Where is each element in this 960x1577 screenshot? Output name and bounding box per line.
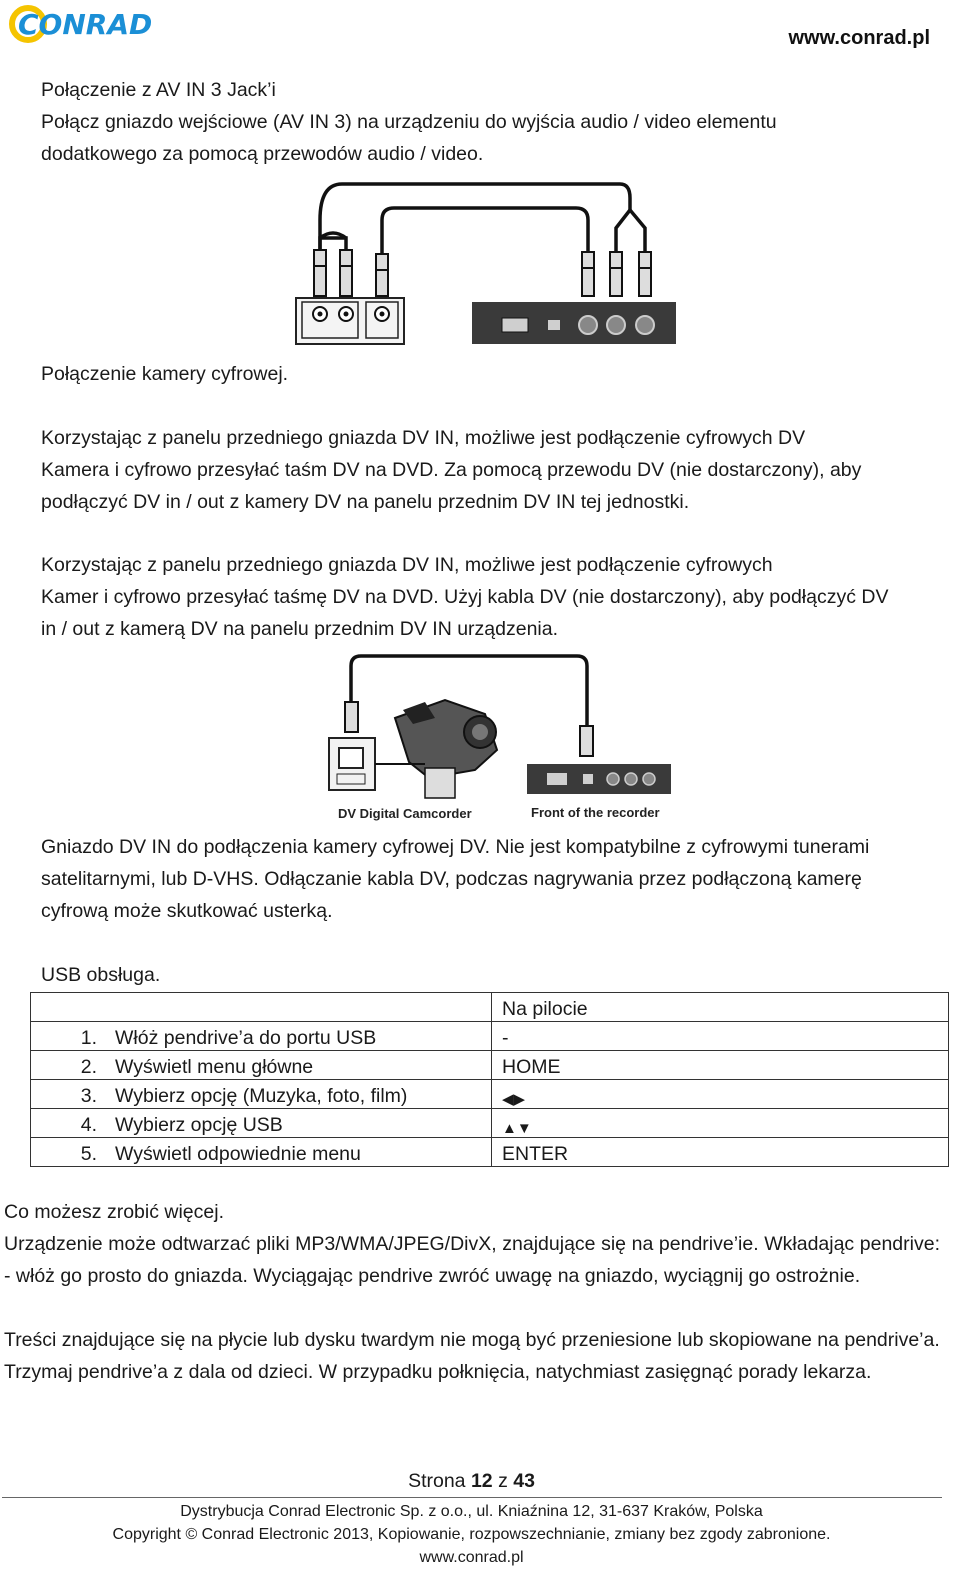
site-url: www.conrad.pl <box>788 27 930 49</box>
av-connection-diagram <box>290 180 685 350</box>
step-number: 1. <box>80 1027 97 1049</box>
av-output-panel <box>296 298 404 344</box>
section1-line2: dodatkowego za pomocą przewodów audio / video. <box>41 143 484 165</box>
section2-para1-line1: Korzystając z panelu przedniego gniazda DV IN, możliwe jest podłączenie cyfrowych DV <box>41 427 806 449</box>
section1-block <box>41 74 777 170</box>
section3-line2: satelitarnymi, lub D-VHS. Odłączanie kabla DV, podczas nagrywania przez podłączoną kamerę <box>41 868 862 890</box>
figure-caption-camcorder: DV Digital Camcorder <box>338 806 472 821</box>
section2-para1 <box>41 422 861 518</box>
step-text: Wybierz opcję (Muzyka, foto, film) <box>115 1085 408 1107</box>
remote-key-left-right-icon: ◀▶ <box>492 1080 949 1109</box>
section1-title: Połączenie z AV IN 3 Jack’i <box>41 79 276 101</box>
recorder-front-panel <box>472 302 676 344</box>
section2-para2-line3: in / out z kamerą DV na panelu przednim DV IN urządzenia. <box>41 618 559 640</box>
right-plugs <box>582 252 651 296</box>
table-header-remote: Na pilocie <box>492 993 949 1022</box>
camcorder-port-panel <box>329 738 375 790</box>
usb-steps-table <box>30 992 949 1167</box>
more-para3: Trzymaj pendrive’a z dala od dzieci. W przypadku połknięcia, natychmiast zasięgnąć porady lekarza. <box>4 1361 872 1383</box>
more-title: Co możesz zrobić więcej. <box>4 1201 224 1223</box>
conrad-logo <box>6 2 166 44</box>
footer-block <box>0 1500 943 1569</box>
step-text: Wybierz opcję USB <box>115 1114 283 1136</box>
more-para1: Urządzenie może odtwarzać pliki MP3/WMA/JPEG/DivX, znajdujące się na pendrive’ie. Wkładając pendrive: - włóż go prosto do gniazda. Wyciągając pendrive zwróć uwagę na gniazdo, wyciągnij go ostrożnie. <box>4 1233 940 1287</box>
section1-line1: Połącz gniazdo wejściowe (AV IN 3) na urządzeniu do wyjścia audio / video elementu <box>41 111 777 133</box>
recorder-front-panel-dv <box>527 764 671 794</box>
footer-distribution: Dystrybucja Conrad Electronic Sp. z o.o., ul. Kniaźnina 12, 31-637 Kraków, Polska <box>180 1503 763 1520</box>
footer-divider <box>2 1497 942 1498</box>
more-block <box>4 1196 940 1388</box>
step-text: Wyświetl odpowiednie menu <box>115 1143 361 1165</box>
section2-para2-line2: Kamer i cyfrowo przesyłać taśmę DV na DVD. Użyj kabla DV (nie dostarczony), aby podłączyć DV <box>41 586 889 608</box>
table-row <box>31 1080 949 1109</box>
page-sep: z <box>498 1470 508 1492</box>
left-plugs <box>314 250 388 296</box>
step-number: 4. <box>80 1114 97 1136</box>
section3-line1: Gniazdo DV IN do podłączenia kamery cyfrowej DV. Nie jest kompatybilne z cyfrowymi tunerami <box>41 836 870 858</box>
section3-block <box>41 831 869 927</box>
section2-title: Połączenie kamery cyfrowej. <box>41 363 289 385</box>
remote-key: HOME <box>492 1051 949 1080</box>
table-row <box>31 1109 949 1138</box>
section2-para2 <box>41 549 888 645</box>
figure-caption-recorder: Front of the recorder <box>531 805 660 820</box>
remote-key: ENTER <box>492 1138 949 1167</box>
section2-para1-line2: Kamera i cyfrowo przesyłać taśm DV na DVD. Za pomocą przewodu DV (nie dostarczony), aby <box>41 459 862 481</box>
usb-title: USB obsługa. <box>41 964 161 986</box>
table-row <box>31 1022 949 1051</box>
page-current: 12 <box>470 1470 493 1492</box>
more-para2: Treści znajdujące się na płycie lub dysku twardym nie mogą być przeniesione lub skopiowane na pendrive’a. <box>4 1329 940 1351</box>
section2-para1-line3: podłączyć DV in / out z kamery DV na panelu przednim DV IN tej jednostki. <box>41 491 690 513</box>
table-row <box>31 1138 949 1167</box>
table-header-row <box>31 993 949 1022</box>
camcorder-image <box>375 700 497 798</box>
step-number: 5. <box>80 1143 97 1165</box>
page-number <box>0 1470 943 1493</box>
page-total: 43 <box>513 1470 535 1492</box>
step-text: Wyświetl menu główne <box>115 1056 314 1078</box>
section3-line3: cyfrową może skutkować usterką. <box>41 900 333 922</box>
step-number: 2. <box>80 1056 97 1078</box>
remote-key: - <box>492 1022 949 1051</box>
footer-url[interactable]: www.conrad.pl <box>419 1549 524 1566</box>
section2-para2-line1: Korzystając z panelu przedniego gniazda DV IN, możliwe jest podłączenie cyfrowych <box>41 554 773 576</box>
table-row <box>31 1051 949 1080</box>
dv-connection-diagram <box>325 652 675 827</box>
remote-key-up-down-icon: ▲▼ <box>492 1109 949 1138</box>
step-text: Włóż pendrive’a do portu USB <box>115 1027 377 1049</box>
page-prefix: Strona <box>408 1470 466 1492</box>
table-header-step <box>31 993 492 1022</box>
step-number: 3. <box>80 1085 97 1107</box>
logo-text: CONRAD <box>18 8 153 41</box>
footer-copyright: Copyright © Conrad Electronic 2013, Kopiowanie, rozpowszechnianie, zmiany bez zgody zabronione. <box>112 1526 831 1543</box>
